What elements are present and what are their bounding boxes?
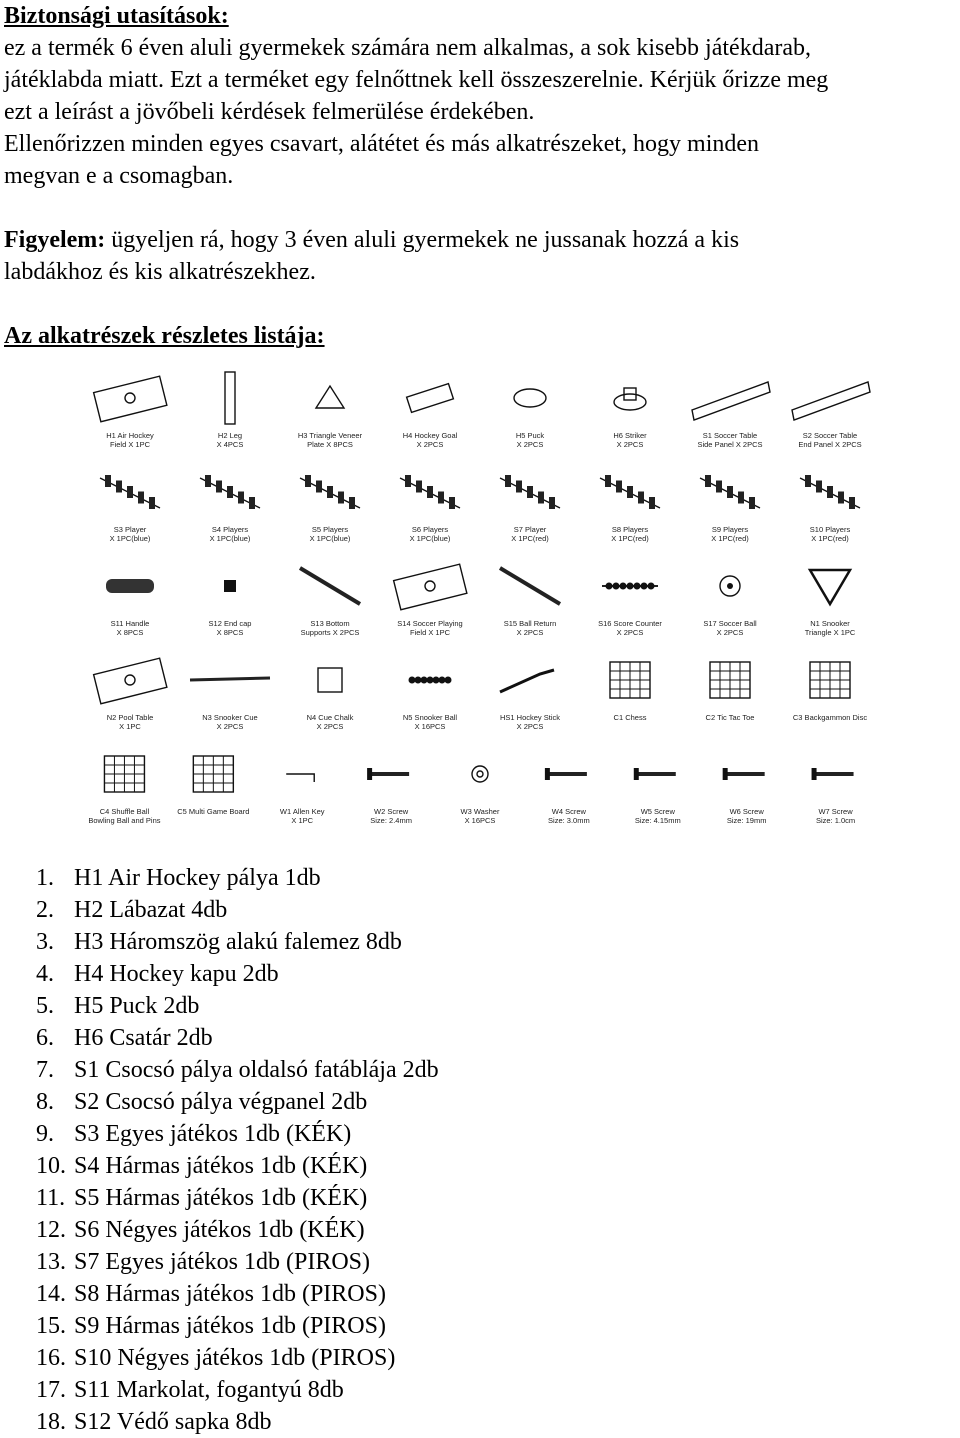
- part-list-text: S8 Hármas játékos 1db (PIROS): [74, 1281, 386, 1307]
- part-illustration: [613, 388, 647, 449]
- part-list-text: H4 Hockey kapu 2db: [74, 961, 279, 987]
- part-caption: H1 Air Hockey: [106, 431, 154, 440]
- safety-line: ez a termék 6 éven aluli gyermekek számára nem alkalmas, a sok kisebb játékdarab,: [4, 35, 811, 61]
- part-list-text: S11 Markolat, fogantyú 8db: [74, 1377, 344, 1403]
- part-illustration: [703, 576, 757, 637]
- part-illustration: [298, 386, 363, 449]
- part-caption: S17 Soccer Ball: [703, 619, 757, 628]
- part-list-text: H1 Air Hockey pálya 1db: [74, 865, 321, 891]
- part-caption: N1 Snooker: [810, 619, 850, 628]
- part-list-number: 1.: [36, 865, 54, 891]
- part-illustration: [217, 372, 244, 449]
- part-list-item: [36, 1310, 439, 1342]
- part-caption-qty: X 8PCS: [116, 628, 144, 637]
- warning-label: Figyelem:: [4, 227, 106, 253]
- part-list-item: [36, 926, 439, 958]
- part-caption-qty: X 1PC: [119, 722, 141, 731]
- part-list-number: 8.: [36, 1089, 54, 1115]
- part-list-number: 9.: [36, 1121, 54, 1147]
- part-list-number: 5.: [36, 993, 54, 1019]
- part-list: [36, 862, 439, 1438]
- part-caption-qty: X 1PC: [291, 816, 314, 825]
- part-caption-qty: X 4PCS: [216, 440, 244, 449]
- part-list-text: H3 Háromszög alakú falemez 8db: [74, 929, 402, 955]
- part-illustration: [300, 568, 360, 637]
- part-caption: S1 Soccer Table: [702, 431, 758, 440]
- part-caption: S12 End cap: [208, 619, 252, 628]
- part-illustration: [88, 756, 160, 825]
- part-caption: S6 Players: [411, 525, 449, 534]
- part-illustration: [367, 768, 412, 825]
- part-list-item: [36, 1086, 439, 1118]
- part-caption-qty: Size: 19mm: [726, 816, 767, 825]
- part-list-item: [36, 1278, 439, 1310]
- part-illustration: [94, 658, 167, 731]
- warning-text: ügyeljen rá, hogy 3 éven aluli gyermekek ne jussanak hozzá a kis: [105, 227, 740, 253]
- part-list-number: 12.: [36, 1217, 66, 1243]
- part-list-item: [36, 1246, 439, 1278]
- part-list-item: [36, 1374, 439, 1406]
- part-caption-qty: End Panel X 2PCS: [798, 440, 862, 449]
- warning-line: labdákhoz és kis alkatrészekhez.: [4, 259, 316, 285]
- part-illustration: [500, 568, 560, 637]
- part-list-item: [36, 1150, 439, 1182]
- part-illustration: [634, 768, 681, 825]
- part-caption-qty: X 1PC(red): [611, 534, 649, 543]
- part-caption: S13 Bottom: [310, 619, 350, 628]
- part-caption-qty: Field X 1PC: [109, 440, 151, 449]
- part-list-item: [36, 958, 439, 990]
- part-illustration: [190, 678, 270, 731]
- part-list-text: H6 Csatár 2db: [74, 1025, 213, 1051]
- part-caption: H2 Leg: [217, 431, 243, 440]
- part-caption: N5 Snooker Ball: [402, 713, 458, 722]
- part-list-text: S4 Hármas játékos 1db (KÉK): [74, 1153, 368, 1179]
- part-caption-qty: X 16PCS: [464, 816, 496, 825]
- part-caption: S2 Soccer Table: [802, 431, 858, 440]
- part-caption: HS1 Hockey Stick: [499, 713, 561, 722]
- part-caption: S11 Handle: [110, 619, 150, 628]
- part-caption: W1 Allen Key: [279, 807, 325, 816]
- part-caption: C2 Tic Tac Toe: [705, 713, 755, 722]
- safety-line: Ellenőrizzen minden egyes csavart, alátétet és más alkatrészeket, hogy minden: [4, 131, 760, 157]
- part-list-item: [36, 1342, 439, 1374]
- part-caption: W5 Screw: [640, 807, 675, 816]
- part-caption-qty: X 1PC(blue): [309, 534, 351, 543]
- part-caption-qty: Plate X 8PCS: [307, 440, 353, 449]
- part-caption: S8 Players: [611, 525, 649, 534]
- part-list-text: S10 Négyes játékos 1db (PIROS): [74, 1345, 396, 1371]
- part-illustration: [723, 768, 767, 825]
- part-illustration: [461, 766, 500, 825]
- part-list-item: [36, 862, 439, 894]
- part-caption-qty: X 2PCS: [616, 628, 644, 637]
- part-caption-qty: X 1PC(blue): [109, 534, 151, 543]
- part-caption: N2 Pool Table: [106, 713, 154, 722]
- part-caption: N3 Snooker Cue: [202, 713, 258, 722]
- part-list-item: [36, 894, 439, 926]
- part-list-item: [36, 1118, 439, 1150]
- part-caption: C3 Backgammon Disc: [792, 713, 868, 722]
- part-illustration: [792, 382, 870, 449]
- part-caption-qty: X 2PCS: [616, 440, 644, 449]
- part-illustration: [805, 570, 856, 637]
- part-caption-qty: X 1PC(red): [511, 534, 549, 543]
- part-list-number: 13.: [36, 1249, 66, 1275]
- part-caption: W2 Screw: [374, 807, 409, 816]
- part-illustration: [812, 768, 856, 825]
- part-list-number: 18.: [36, 1409, 66, 1435]
- part-list-text: S3 Egyes játékos 1db (KÉK): [74, 1121, 352, 1147]
- part-caption-qty: X 8PCS: [216, 628, 244, 637]
- part-caption-qty: Size: 4.15mm: [634, 816, 681, 825]
- part-illustration: [598, 583, 662, 638]
- part-caption: H3 Triangle Veneer: [297, 431, 363, 440]
- part-illustration: [793, 662, 867, 722]
- part-caption-qty: Size: 1.0cm: [815, 816, 856, 825]
- part-list-number: 17.: [36, 1377, 66, 1403]
- part-list-number: 6.: [36, 1025, 54, 1051]
- part-caption-qty: Size: 2.4mm: [370, 816, 412, 825]
- part-list-text: S1 Csocsó pálya oldalsó fatáblája 2db: [74, 1057, 439, 1083]
- part-illustration: [500, 670, 560, 731]
- part-caption: W3 Washer: [460, 807, 500, 816]
- part-list-item: [36, 1214, 439, 1246]
- part-caption: S7 Player: [513, 525, 547, 534]
- part-caption: C5 Multi Game Board: [177, 807, 250, 816]
- part-list-text: S6 Négyes játékos 1db (KÉK): [74, 1217, 365, 1243]
- part-caption: H4 Hockey Goal: [402, 431, 458, 440]
- part-caption: S3 Player: [113, 525, 147, 534]
- part-caption: C4 Shuffle Ball: [99, 807, 150, 816]
- part-caption-qty: Field X 1PC: [409, 628, 451, 637]
- part-illustration: [200, 475, 260, 543]
- part-caption-qty: X 2PCS: [716, 628, 744, 637]
- part-illustration: [500, 475, 560, 543]
- part-caption-qty: Side Panel X 2PCS: [697, 440, 763, 449]
- part-caption: W4 Screw: [551, 807, 586, 816]
- part-list-number: 2.: [36, 897, 54, 923]
- part-caption: S10 Players: [809, 525, 851, 534]
- safety-line: ezt a leírást a jövőbeli kérdések felmerülése érdekében.: [4, 99, 535, 125]
- part-caption: N4 Cue Chalk: [306, 713, 354, 722]
- parts-figure: [80, 368, 880, 836]
- safety-line: játéklabda miatt. Ezt a terméket egy felnőttnek kell összeszerelnie. Kérjük őrizze meg: [4, 67, 829, 93]
- part-caption-qty: X 2PCS: [316, 722, 344, 731]
- part-list-text: S7 Egyes játékos 1db (PIROS): [74, 1249, 370, 1275]
- part-list-number: 11.: [36, 1185, 66, 1211]
- part-caption: S16 Score Counter: [598, 619, 662, 628]
- part-list-text: S12 Védő sapka 8db: [74, 1409, 272, 1435]
- part-illustration: [100, 475, 160, 543]
- part-list-number: 7.: [36, 1057, 54, 1083]
- part-list-text: S9 Hármas játékos 1db (PIROS): [74, 1313, 386, 1339]
- part-illustration: [94, 376, 167, 449]
- part-illustration: [600, 475, 660, 543]
- part-illustration: [106, 579, 154, 637]
- part-caption-qty: X 2PCS: [416, 440, 444, 449]
- part-illustration: [700, 475, 760, 543]
- part-caption: C1 Chess: [613, 713, 647, 722]
- part-illustration: [403, 384, 458, 449]
- part-caption: S15 Ball Return: [503, 619, 557, 628]
- part-illustration: [307, 668, 354, 731]
- part-caption-qty: X 1PC(red): [811, 534, 849, 543]
- part-caption-qty: Triangle X 1PC: [804, 628, 856, 637]
- part-caption-qty: X 2PCS: [216, 722, 244, 731]
- part-list-item: [36, 1406, 439, 1438]
- part-illustration: [280, 774, 325, 825]
- part-illustration: [400, 475, 460, 543]
- part-list-number: 4.: [36, 961, 54, 987]
- part-caption-qty: Supports X 2PCS: [300, 628, 360, 637]
- part-caption: S14 Soccer Playing: [397, 619, 463, 628]
- part-caption: S5 Players: [311, 525, 349, 534]
- warning-paragraph: [4, 224, 739, 256]
- part-caption: H6 Striker: [613, 431, 647, 440]
- parts-heading: Az alkatrészek részletes listája:: [4, 323, 325, 349]
- part-caption-qty: X 1PC(red): [711, 534, 749, 543]
- part-caption-qty: X 16PCS: [414, 722, 446, 731]
- part-list-number: 15.: [36, 1313, 66, 1339]
- part-caption: S4 Players: [211, 525, 249, 534]
- part-illustration: [209, 580, 252, 637]
- part-caption-qty: X 1PC(blue): [209, 534, 251, 543]
- part-list-number: 14.: [36, 1281, 66, 1307]
- part-illustration: [514, 389, 546, 449]
- part-list-text: H2 Lábazat 4db: [74, 897, 228, 923]
- part-list-text: H5 Puck 2db: [74, 993, 200, 1019]
- part-caption: S9 Players: [711, 525, 749, 534]
- part-list-item: [36, 1022, 439, 1054]
- part-illustration: [706, 662, 755, 722]
- part-list-item: [36, 990, 439, 1022]
- part-caption-qty: X 2PCS: [516, 440, 544, 449]
- part-list-item: [36, 1182, 439, 1214]
- part-illustration: [177, 756, 249, 816]
- part-caption: H5 Puck: [515, 431, 545, 440]
- safety-line: megvan e a csomagban.: [4, 163, 234, 189]
- part-illustration: [300, 475, 360, 543]
- part-illustration: [610, 662, 650, 722]
- part-illustration: [692, 382, 770, 449]
- part-list-item: [36, 1054, 439, 1086]
- part-list-number: 16.: [36, 1345, 66, 1371]
- safety-heading: Biztonsági utasítások:: [4, 3, 229, 29]
- part-illustration: [394, 564, 467, 637]
- part-illustration: [403, 677, 458, 732]
- part-illustration: [545, 768, 590, 825]
- part-caption: W6 Screw: [729, 807, 764, 816]
- part-caption-qty: X 2PCS: [516, 628, 544, 637]
- part-list-text: S2 Csocsó pálya végpanel 2db: [74, 1089, 368, 1115]
- part-caption-qty: X 1PC(blue): [409, 534, 451, 543]
- part-list-number: 3.: [36, 929, 54, 955]
- part-caption-qty: Bowling Ball and Pins: [88, 816, 161, 825]
- part-caption: W7 Screw: [818, 807, 853, 816]
- part-caption-qty: Size: 3.0mm: [548, 816, 590, 825]
- part-list-text: S5 Hármas játékos 1db (KÉK): [74, 1185, 368, 1211]
- part-illustration: [800, 475, 860, 543]
- part-list-number: 10.: [36, 1153, 66, 1179]
- part-caption-qty: X 2PCS: [516, 722, 544, 731]
